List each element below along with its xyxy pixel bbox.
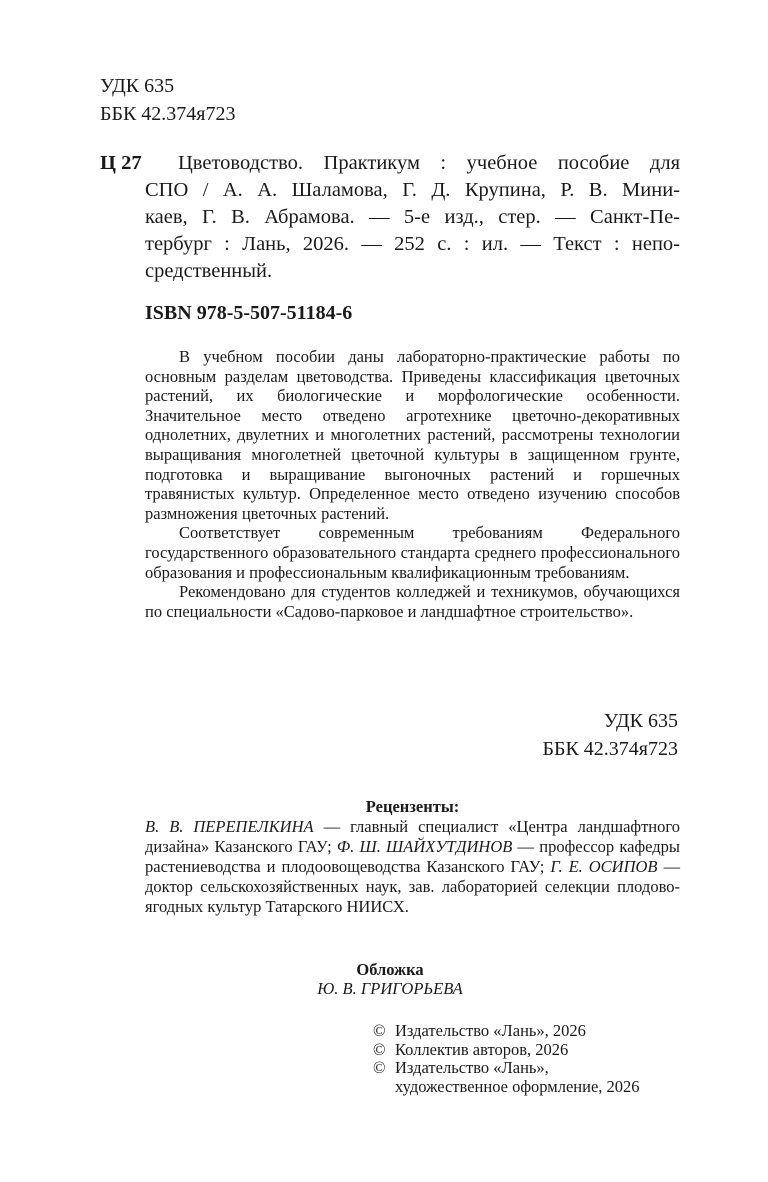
reviewers-list: [145, 817, 680, 917]
cover-designer: Ю. В. ГРИГОРЬЕВА: [317, 979, 463, 998]
entry-line: каев, Г. В. Абрамова. — 5-е изд., стер. — Санкт-Пе-: [145, 206, 680, 228]
entry-line: СПО / А. А. Шаламова, Г. Д. Крупина, Р. В. Мини-: [145, 179, 680, 201]
reviewer-role: — главный специалист «Центра ландшафтного дизайна» Казанского ГАУ;: [145, 817, 680, 856]
copyright-icon: ©: [373, 1021, 386, 1040]
bibliographic-entry: [100, 150, 680, 285]
copyright-row: [373, 1059, 683, 1078]
reviewer-name: Ф. Ш. ШАЙХУТДИНОВ: [336, 837, 513, 856]
copyright-row: [373, 1022, 683, 1041]
reviewer-name: Г. Е. ОСИПОВ: [550, 857, 658, 876]
classification-codes-bottom: [542, 707, 678, 763]
entry-line: Цветоводство. Практикум : учебное пособие для: [178, 152, 680, 174]
reviewer-role: — профессор кафедры растениеводства и плодоовощеводства Казанского ГАУ;: [145, 837, 680, 876]
reviewer-role: — доктор сельскохозяйственных наук, зав. лабораторией селекции плодово-ягодных культур Татарского НИИСХ.: [145, 857, 680, 916]
copyright-line: Издательство «Лань»,: [395, 1058, 549, 1077]
copyright-continuation: художественное оформление, 2026: [395, 1076, 640, 1096]
entry-line: тербург : Лань, 2026. — 252 с. : ил. — Текст : непо-: [145, 233, 680, 255]
udk-code: УДК 635: [100, 75, 175, 97]
bbk-code: ББК 42.374я723: [100, 103, 236, 125]
reviewer-name: В. В. ПЕРЕПЕЛКИНА: [145, 817, 314, 836]
reviewers-title: Рецензенты:: [365, 797, 460, 816]
annotation-paragraph: Рекомендовано для студентов колледжей и техникумов, обучающихся по специальности «Садово-парковое и ландшафтное строительство».: [145, 582, 680, 621]
copyright-icon: ©: [373, 1058, 386, 1077]
annotation: [145, 347, 680, 621]
annotation-paragraph: Соответствует современным требованиям Федерального государственного образовательного стандарта среднего профессионального образования и профессиональным квалификационным требованиям.: [145, 523, 680, 582]
bbk-code: ББК 42.374я723: [542, 738, 678, 760]
classification-codes-top: [100, 72, 236, 128]
isbn: ISBN 978-5-507-51184-6: [145, 302, 353, 324]
copyright-icon: ©: [373, 1039, 386, 1059]
copyright-row: [373, 1041, 683, 1060]
entry-line: средственный.: [145, 260, 273, 282]
copyright-line: Коллектив авторов, 2026: [395, 1039, 569, 1059]
reviewers: [145, 797, 680, 917]
copyright-block: [373, 1022, 683, 1096]
cover-title: Обложка: [356, 960, 424, 979]
author-mark: Ц 27: [100, 152, 142, 174]
annotation-paragraph: В учебном пособии даны лабораторно-практические работы по основным разделам цветоводства. Приведены классификация цветочных растений, их биологические и морфологические особенности. Значительное место отведено агротехнике цветочно-декоративных однолетних, двулетних и многолетних растений, рассмотрены технологии выращивания многолетней цветочной культуры в защищенном грунте, подготовка и выращивание выгоночных растений и горшечных травянистых культур. Определенное место отведено изучению способов размножения цветочных растений.: [145, 347, 680, 523]
copyright-line: Издательство «Лань», 2026: [395, 1021, 586, 1040]
udk-code: УДК 635: [603, 710, 678, 732]
cover-credit: [300, 960, 480, 998]
